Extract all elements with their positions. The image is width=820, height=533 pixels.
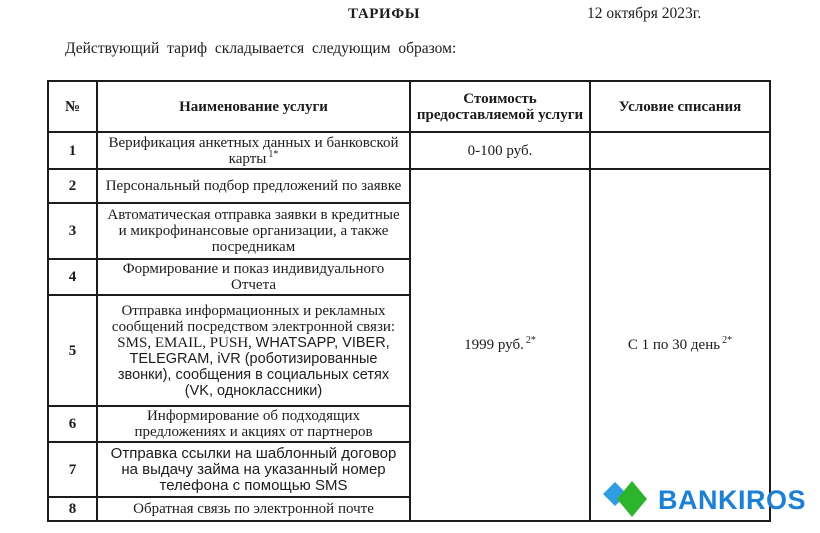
service-name: Обратная связь по электронной почте	[97, 497, 410, 521]
service-name: Информирование об подходящих предложениях и акциях от партнеров	[97, 406, 410, 442]
table-row	[48, 169, 770, 203]
intro-text: Действующий тариф складывается следующим образом:	[65, 40, 457, 57]
column-header-cost: Стоимость предоставляемой услуги	[410, 81, 590, 132]
footnote-marker: 2*	[722, 335, 733, 346]
table-header-row	[48, 81, 770, 132]
service-name: Отправка информационных и рекламных сообщений посредством электронной связи: SMS, EMAIL, PUSH, WHATSAPP, VIBER, TELEGRAM, iVR (роботизированные звонки), сообщения в социальных сетях (VK, одноклассники)	[97, 295, 410, 406]
service-name: Персональный подбор предложений по заявке	[97, 169, 410, 203]
service-name: Верификация анкетных данных и банковской карты $^{1*}$	[97, 132, 410, 169]
tariff-table	[47, 80, 771, 522]
footnote-marker: 2*	[525, 335, 536, 346]
row-number: 4	[48, 259, 97, 295]
service-name: Отправка ссылки на шаблонный договор на выдачу займа на указанный номер телефона с помощью SMS	[97, 442, 410, 497]
row-number: 1	[48, 132, 97, 169]
row-number: 6	[48, 406, 97, 442]
row-number: 7	[48, 442, 97, 497]
column-header-condition: Условие списания	[590, 81, 770, 132]
column-header-service: Наименование услуги	[97, 81, 410, 132]
merged-cost-cell: 1999 руб. $^{2*}$	[410, 169, 590, 521]
service-condition	[590, 132, 770, 169]
logo-wordmark: BANKIROS	[658, 484, 807, 515]
row-number: 5	[48, 295, 97, 406]
row-number: 3	[48, 203, 97, 259]
bankiros-logo	[594, 477, 806, 523]
document-date: 12 октября 2023г.	[587, 5, 702, 22]
table-row	[48, 132, 770, 169]
page-title: ТАРИФЫ	[348, 6, 421, 22]
service-name: Автоматическая отправка заявки в кредитные и микрофинансовые организации, а также посредникам	[97, 203, 410, 259]
service-name: Формирование и показ индивидуального Отчета	[97, 259, 410, 295]
row-number: 8	[48, 497, 97, 521]
service-cost: 0-100 руб.	[410, 132, 590, 169]
merged-condition-cell: С 1 по 30 день $^{2*}$	[590, 169, 770, 521]
row-number: 2	[48, 169, 97, 203]
two-diamond-heart-icon	[594, 477, 654, 523]
column-header-number: №	[48, 81, 97, 132]
footnote-marker: 1*	[268, 148, 279, 160]
